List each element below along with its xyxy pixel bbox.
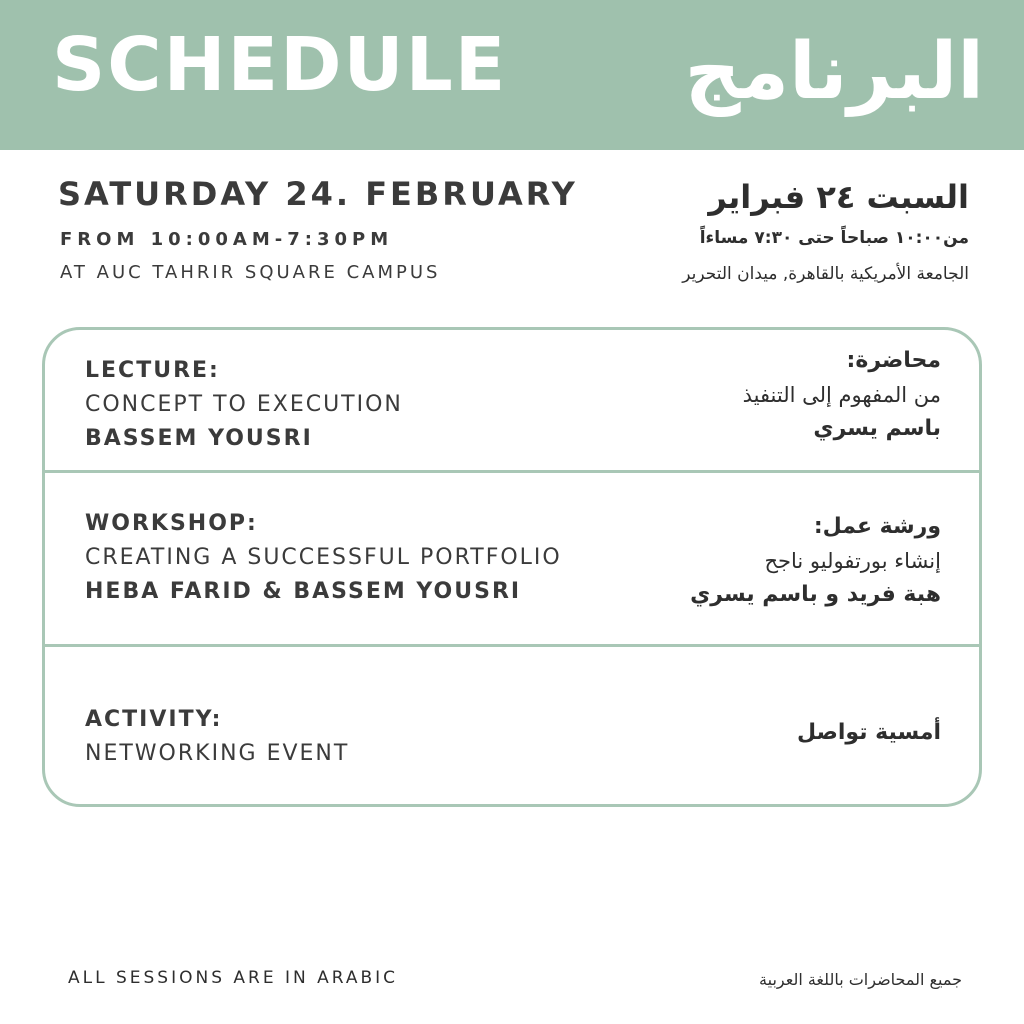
session-lecture-en	[85, 354, 403, 456]
page-title-en: SCHEDULE	[52, 22, 508, 108]
session-divider	[45, 470, 979, 473]
session-title: إنشاء بورتفوليو ناجح	[764, 549, 941, 573]
event-venue-en: AT AUC TAHRIR SQUARE CAMPUS	[60, 262, 441, 283]
session-activity-ar	[797, 716, 941, 750]
session-speaker: هبة فريد و باسم يسري	[690, 582, 941, 607]
session-activity-en	[85, 703, 349, 771]
event-date-ar: السبت ٢٤ فبراير	[708, 178, 969, 216]
session-label: محاضرة:	[846, 348, 941, 373]
schedule-card	[42, 327, 982, 807]
session-label: WORKSHOP:	[85, 511, 258, 536]
footer-note-ar: جميع المحاضرات باللغة العربية	[759, 970, 962, 989]
session-speaker: باسم يسري	[813, 416, 941, 441]
header-banner	[0, 0, 1024, 150]
session-label: ACTIVITY:	[85, 707, 223, 732]
session-title: CREATING A SUCCESSFUL PORTFOLIO	[85, 545, 562, 570]
session-title: NETWORKING EVENT	[85, 741, 350, 766]
session-speaker: BASSEM YOUSRI	[85, 426, 313, 451]
session-title: من المفهوم إلى التنفيذ	[742, 383, 941, 407]
session-title: CONCEPT TO EXECUTION	[85, 392, 403, 417]
event-time-en: FROM 10:00AM-7:30PM	[60, 229, 394, 250]
session-workshop-ar	[690, 510, 941, 612]
event-date-en: SATURDAY 24. FEBRUARY	[58, 175, 578, 213]
session-lecture-ar	[743, 344, 941, 446]
event-time-ar: من١٠:٠٠ صباحاً حتى ٧:٣٠ مساءاً	[699, 228, 969, 248]
session-label: ورشة عمل:	[813, 514, 941, 539]
footer-note-en: ALL SESSIONS ARE IN ARABIC	[68, 968, 399, 988]
session-divider	[45, 644, 979, 647]
session-label: LECTURE:	[85, 358, 220, 383]
page-title-ar: البرنامج	[684, 27, 984, 117]
session-speaker: HEBA FARID & BASSEM YOUSRI	[85, 579, 522, 604]
session-workshop-en	[85, 507, 562, 609]
session-title: أمسية تواصل	[796, 720, 941, 745]
event-venue-ar: الجامعة الأمريكية بالقاهرة, ميدان التحرير	[682, 264, 969, 284]
